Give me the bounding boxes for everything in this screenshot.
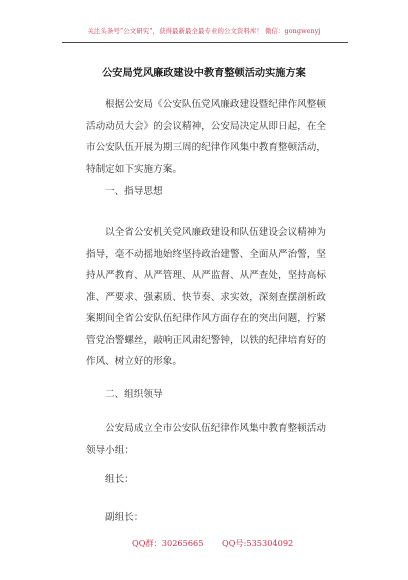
intro-paragraph	[86, 94, 326, 180]
section-heading-guiding-thought: 一、指导思想	[105, 186, 163, 197]
header-note: 关注头条号“公文研究”，获得最新最全最专业的公文资料库！ 微信：gongwenyj	[87, 27, 321, 35]
intro-line-3: 市公安队伍开展为期三周的纪律作风集中教育整顿活动，	[86, 142, 326, 153]
leader-label: 组长：	[105, 474, 134, 485]
guiding-line-3: 持从严教育、从严管理、从严监督、从严查处，坚持高标	[86, 270, 326, 281]
section-heading-organization: 二、组织领导	[105, 389, 163, 400]
guiding-line-5: 案期间全省公安队伍纪律作风方面存在的突出问题，拧紧	[86, 313, 326, 324]
guiding-thought-paragraph	[86, 222, 326, 373]
intro-line-2: 活动动员大会》的会议精神，公安局决定从即日起，在全	[86, 120, 326, 132]
footer-contact	[0, 538, 408, 550]
footer-qq-number: QQ号:535304092	[222, 538, 294, 548]
intro-line-4: 特制定如下实施方案。	[86, 163, 182, 175]
organization-paragraph	[86, 418, 326, 461]
guiding-line-6: 管党治警螺丝，敲响正风肃纪警钟，以铁的纪律培育好的	[86, 334, 326, 346]
guiding-line-4: 准、严要求、强素质、快节奏、求实效，深刻查摆剖析政	[86, 291, 326, 303]
organization-line-1: 公安局成立全市公安队伍纪律作风集中教育整顿活动	[105, 423, 326, 434]
organization-line-2: 领导小组：	[86, 444, 134, 456]
guiding-line-2: 指导，毫不动摇地始终坚持政治建警、全面从严治警，坚	[86, 248, 326, 260]
footer-qq-group: QQ群：30265665	[132, 538, 204, 548]
header-divider	[62, 42, 348, 43]
intro-line-1: 根据公安局《公安队伍党风廉政建设暨纪律作风整顿	[105, 99, 326, 110]
deputy-leader-label: 副组长：	[105, 512, 144, 523]
document-title: 公安局党风廉政建设中教育整顿活动实施方案	[102, 67, 306, 79]
guiding-line-7: 作风、树立好的形象。	[86, 356, 182, 367]
guiding-line-1: 以全省公安机关党风廉政建设和队伍建设会议精神为	[105, 227, 326, 238]
